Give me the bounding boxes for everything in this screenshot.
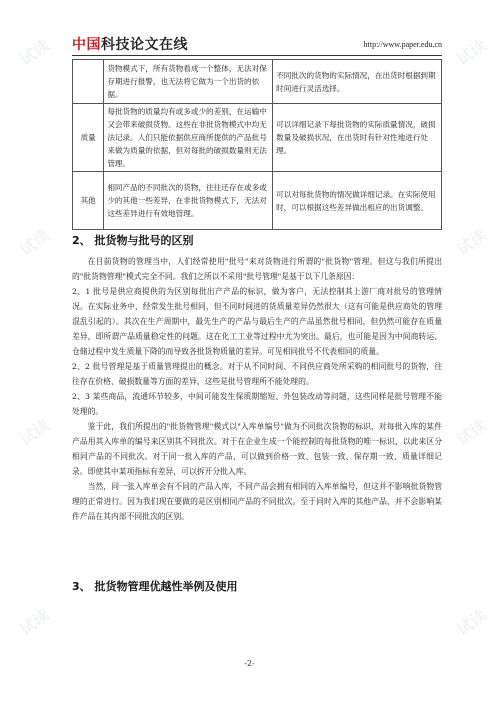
table-row-label: 其他 xyxy=(73,172,104,230)
site-url: http://www.paper.edu.cn xyxy=(363,40,442,49)
watermark-text: 试读 xyxy=(453,35,491,70)
table-row xyxy=(73,104,442,172)
table-cell-non-batch: 货物模式下，所有货物看成一个整体，无法对保存期进行报警，也无法将它做为一个出货的依据。 xyxy=(104,60,273,104)
body-paragraph: 2、3 某些商品，流通环节较多，中间可能发生保质期缩短、外包装改动等问题，这些同样是批号管理不能处理的。 xyxy=(72,392,442,416)
table-cell-batch: 可以详细记录下每批货物的实际质量情况，破损数量及破损状况，在出货时有针对性地进行处理。 xyxy=(273,104,442,172)
section-heading: 3、 批货物管理优越性举例及使用 xyxy=(72,580,238,593)
watermark-text: 试读 xyxy=(453,225,491,260)
comparison-table xyxy=(72,59,442,230)
watermark-text: 试读 xyxy=(16,35,54,70)
table-cell-non-batch: 每批货物的质量均有或多或少的差别，在运输中又会带来破损货物。这些在非批货物模式中均无法记录。人们只能依据供应商所提供的产品批号来做为质量的依据，但对每批的破损数量则无法管理。 xyxy=(104,104,273,172)
section-heading: 2、 批货物与批号的区别 xyxy=(72,234,194,247)
watermark-text: 试读 xyxy=(453,605,491,640)
body-paragraph: 当然，同一张入库单会有不同的产品入库，不同产品会拥有相同的入库单编号，但这并不影响批货物管理的正常进行。因为我们现在要做的是区别相同产品的不同批次。至于同时入库的其他产品，并不会影响某件产品在其内部不同批次的区别。 xyxy=(72,482,442,521)
table-cell-batch: 可以对每批货物的情况做详细记录。在实际使用时，可以根据这些差异做出相应的出货调整。 xyxy=(273,172,442,230)
watermark-text: 试读 xyxy=(453,415,491,450)
logo-red-text: 中国 xyxy=(72,37,101,53)
table-row-label: 质量 xyxy=(73,104,104,172)
watermark-text: 试读 xyxy=(16,415,54,450)
body-paragraph: 鉴于此，我们所提出的"批货物管理"模式以"入库单编号"做为不同批次货物的标识，对每批入库的某件产品用其入库单的编号来区别其不同批次。对于在企业生成一个能控制的每批货物的唯一标识，以此来区分相同产品的不同批次。对于同一批入库的产品，可以做到价格一致、包装一致、保存期一致、质量详细记录。即使其中某项指标有差异，可以拆开分批入库。 xyxy=(72,422,442,476)
table-cell-non-batch: 相同产品的不同批次的货物，往往还存在或多或少的其他一些差异，在非批货物模式下，无法对这些差异进行有效地管理。 xyxy=(104,172,273,230)
watermark-text: 试读 xyxy=(16,225,54,260)
body-paragraph: 在目前货物的管理当中，人们经常使用"批号"来对货物进行所谓的"批货物"管理。但这与我们所提出的"批货物管理"模式完全不同。我们之所以不采用"批号管理"是基于以下几条原因： xyxy=(72,257,442,281)
section-body xyxy=(72,254,442,524)
table-row xyxy=(73,60,442,104)
watermark-text: 试读 xyxy=(16,605,54,640)
table-row-label xyxy=(73,60,104,104)
body-paragraph: 2、1 批号是供应商提供的为区别每批出产产品的标识，做为客户，无法控制其上游厂商对批号的管理情况。在实际业务中，经常发生批号相同，但不同时间进的货质量差异仍然很大（这有可能是供应商处的管理混乱引起的）。其次在生产周期中，最先生产的产品与最后生产的产品虽然批号相同，但仍然可能存在质量差异，即所谓产品质量稳定性的问题。这在化工工业等过程中尤为突出。最后，也可能是因为中间商转运、仓储过程中发生质量下降的而导致各批货物质量的差异。可见相同批号不代表相同的质量。 xyxy=(72,287,442,356)
page-number: -2- xyxy=(244,659,255,668)
page-header xyxy=(72,34,442,54)
header-divider xyxy=(72,55,442,56)
table-row xyxy=(73,172,442,230)
body-paragraph: 2、2 批号管理是基于质量管理提出的概念。对于从不同时间、不同供应商处所采购的相同批号的货物，往往存在价格、破损数量等方面的差异，这些是批号管理所不能处理的。 xyxy=(72,362,442,386)
site-logo xyxy=(72,34,188,54)
table-cell-batch: 不同批次的货物的实际情况，在出货时根据到期时间进行灵活选择。 xyxy=(273,60,442,104)
logo-dark-text: 科技论文在线 xyxy=(101,37,188,53)
